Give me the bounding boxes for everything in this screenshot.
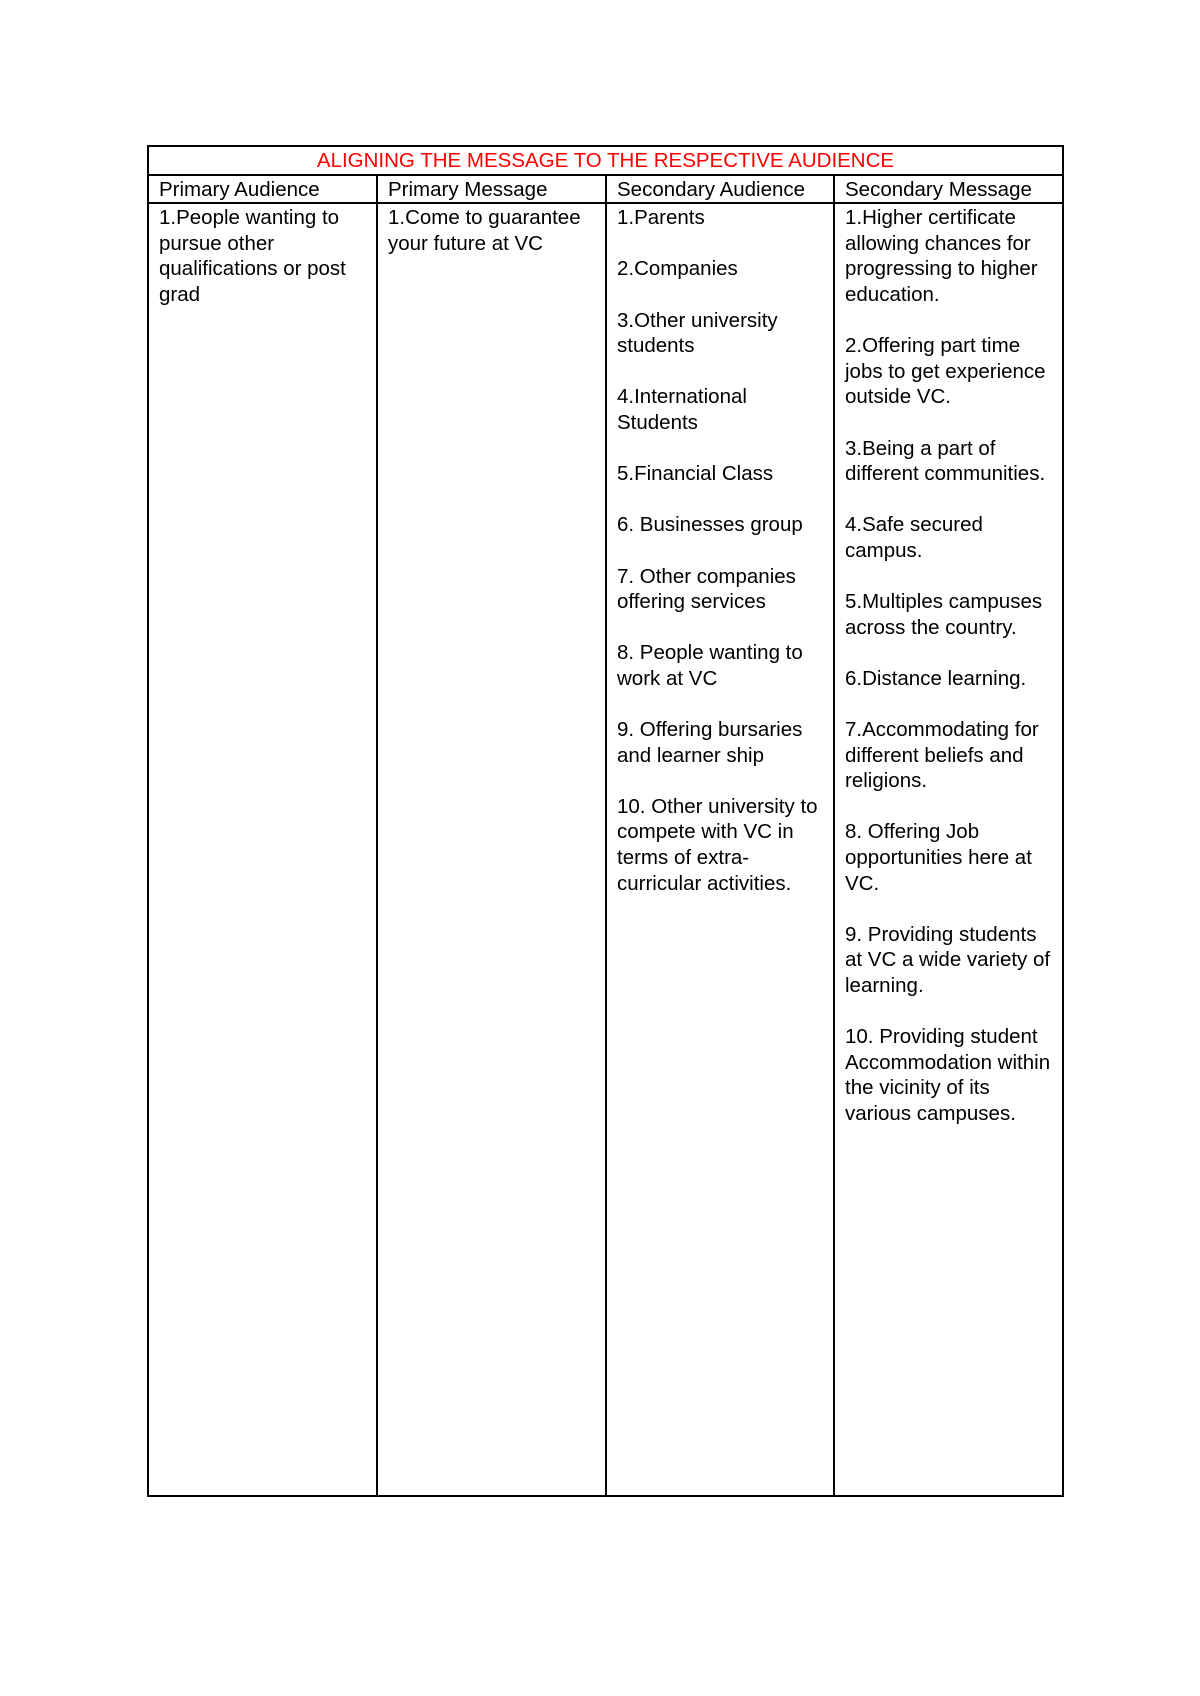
secondary-message-cell <box>834 203 1063 1496</box>
header-secondary-audience: Secondary Audience <box>606 175 834 204</box>
primary-message-cell <box>377 203 606 1496</box>
secondary-audience-cell <box>606 203 834 1496</box>
secondary-message-item: 4.Safe secured campus. <box>845 513 983 562</box>
secondary-message-item: 1.Higher certificate allowing chances for progressing to higher education. <box>845 206 1038 306</box>
secondary-audience-item: 9. Offering bursaries and learner ship <box>617 718 803 767</box>
secondary-audience-item: 5.Financial Class <box>617 462 774 486</box>
secondary-audience-item: 6. Businesses group <box>617 513 803 537</box>
secondary-audience-item: 10. Other university to compete with VC in terms of extra-curricular activities. <box>617 794 818 895</box>
body-row <box>148 203 1063 1496</box>
secondary-message-item: 8. Offering Job opportunities here at VC. <box>845 820 1032 895</box>
audience-message-table <box>147 145 1064 1497</box>
secondary-message-item: 10. Providing student Accommodation within the vicinity of its various campuses. <box>845 1025 1051 1125</box>
secondary-audience-item: 3.Other university students <box>617 308 778 358</box>
table-title: ALIGNING THE MESSAGE TO THE RESPECTIVE AUDIENCE <box>148 146 1063 175</box>
secondary-message-item: 2.Offering part time jobs to get experience outside VC. <box>845 334 1046 409</box>
primary-message-item: 1.Come to guarantee your future at VC <box>388 206 581 255</box>
secondary-audience-item: 7. Other companies offering services <box>617 564 796 614</box>
header-primary-audience: Primary Audience <box>148 175 377 204</box>
header-row <box>148 175 1063 204</box>
secondary-audience-item: 2.Companies <box>617 257 738 281</box>
title-row <box>148 146 1063 175</box>
secondary-message-item: 5.Multiples campuses across the country. <box>845 590 1043 639</box>
secondary-message-item: 6.Distance learning. <box>845 666 1027 690</box>
header-primary-message: Primary Message <box>377 175 606 204</box>
primary-audience-item: 1.People wanting to pursue other qualifications or post grad <box>159 206 346 306</box>
secondary-message-item: 7.Accommodating for different beliefs and religions. <box>845 718 1039 793</box>
secondary-audience-item: 1.Parents <box>617 206 705 230</box>
secondary-message-item: 3.Being a part of different communities. <box>845 436 1046 486</box>
secondary-audience-item: 8. People wanting to work at VC <box>617 641 803 690</box>
header-secondary-message: Secondary Message <box>834 175 1063 204</box>
secondary-audience-item: 4.International Students <box>617 385 747 434</box>
secondary-message-item: 9. Providing students at VC a wide variety of learning. <box>845 922 1051 997</box>
primary-audience-cell <box>148 203 377 1496</box>
